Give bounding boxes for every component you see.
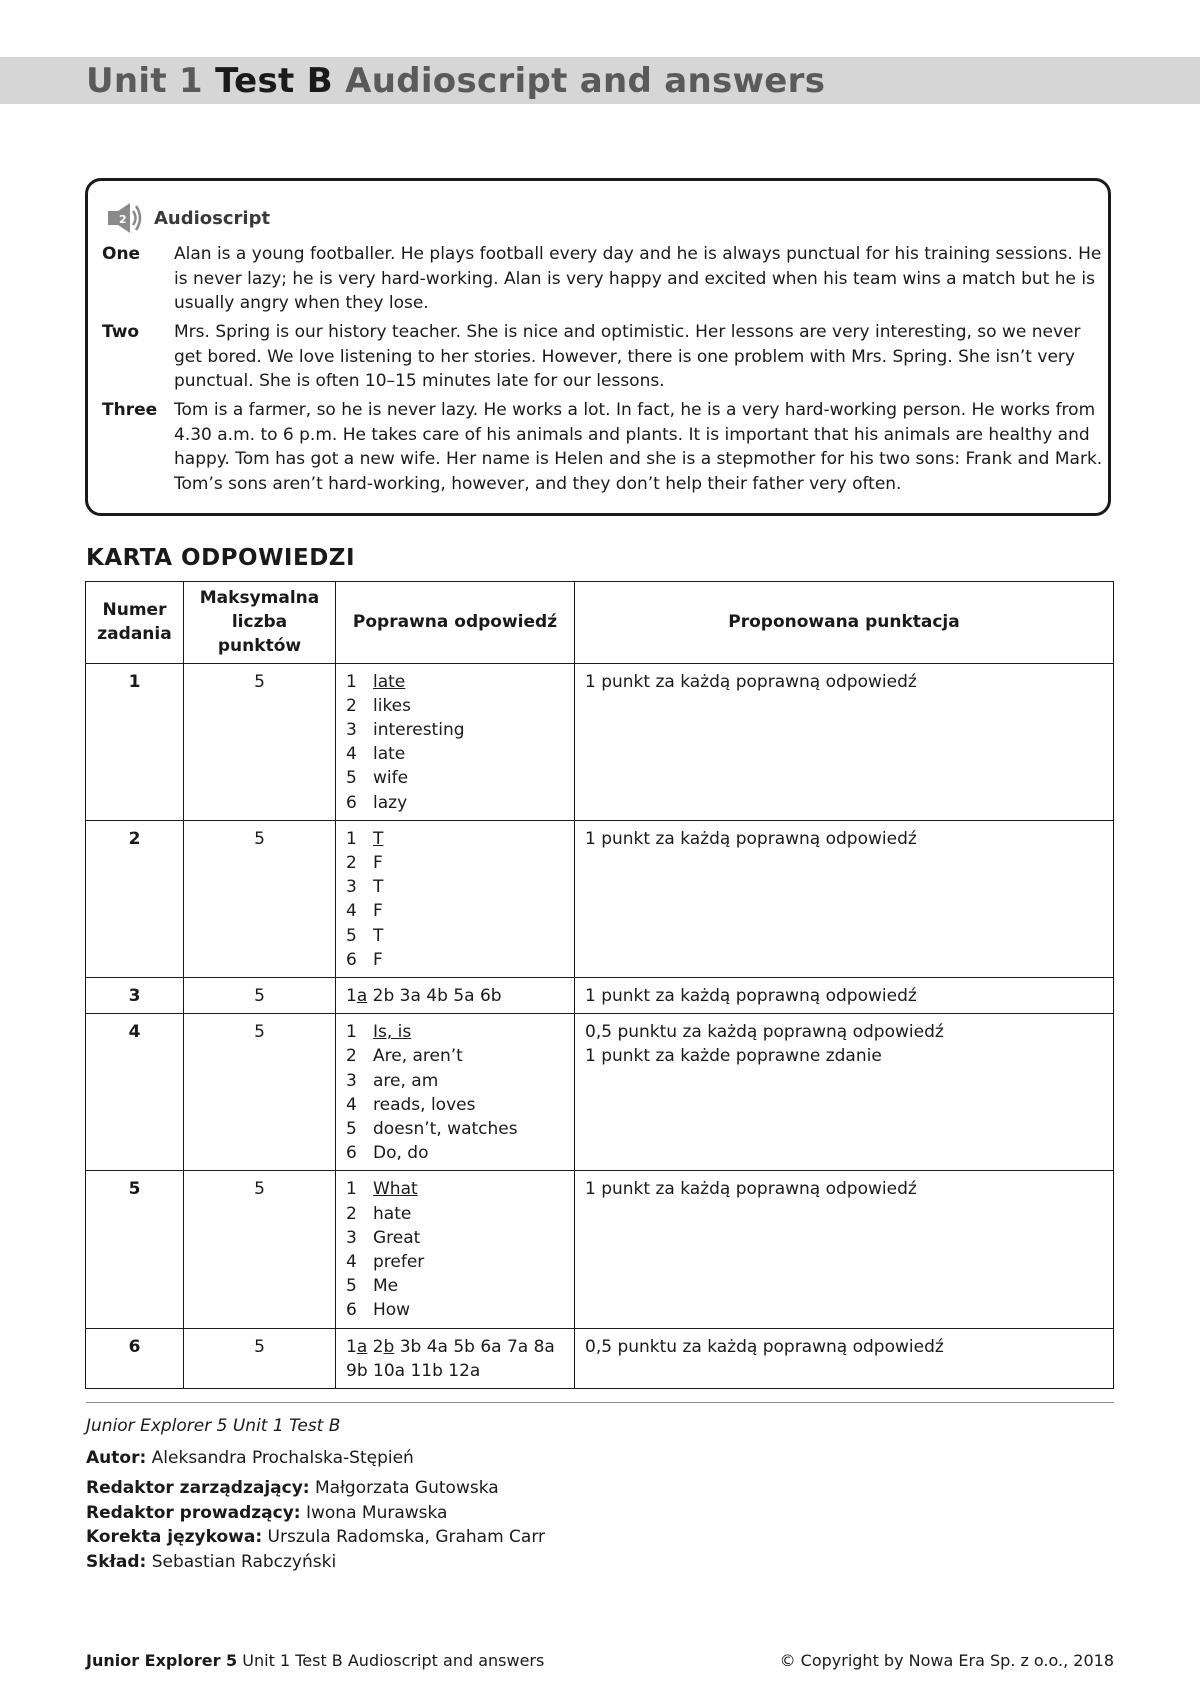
credit-label: Korekta językowa: [86,1527,263,1547]
correct-answer [336,1328,575,1388]
title-test: Test B [215,61,333,101]
credit-label: Skład: [86,1551,147,1572]
scoring [575,663,1114,820]
answer-value: T [373,877,384,898]
max-points: 5 [184,1328,336,1388]
answer-number: 2 [346,695,357,716]
paragraph-label: Two [102,322,140,342]
table-row [86,1328,1114,1388]
task-number: 6 [86,1328,184,1388]
paragraph-label: Three [102,400,158,420]
audioscript-box [85,178,1111,516]
scoring-rule: 1 punkt za każdą poprawną odpowiedź [585,986,917,1007]
answer-sequence: 9b 10a 11b 12a [346,1360,481,1381]
answer-item [346,1298,564,1322]
answer-value: late [373,744,406,765]
answer-value: likes [373,695,412,716]
table-row [86,978,1114,1014]
answer-value: T [373,925,384,946]
answer-value: reads, loves [373,1094,476,1115]
answer-number: 3 [346,877,357,898]
scoring-rule: 0,5 punktu za każdą poprawną odpowiedź [585,1022,944,1043]
answer-number: 2 [346,1203,357,1224]
answer-number: 5 [346,768,357,789]
example-answer: 2b [372,1336,395,1357]
table-row [86,663,1114,820]
answer-number: 4 [346,744,357,765]
audioscript-label: Audioscript [154,208,271,229]
answer-item [346,791,564,815]
header-text: Maksymalna [199,588,320,608]
answer-item [346,1226,564,1250]
answer-item [346,718,564,742]
max-points: 5 [184,663,336,820]
correct-answer [336,978,575,1014]
answer-number: 2 [346,853,357,874]
example-letter: a [356,986,368,1007]
answer-item [346,1274,564,1298]
answer-value: lazy [373,792,408,813]
book-title: Junior Explorer 5 Unit 1 Test B [86,1416,341,1436]
answer-sequence: 3b 4a 5b 6a 7a 8a [399,1336,555,1357]
answer-line [346,1335,564,1359]
answer-number: 5 [346,1119,357,1140]
scoring [575,978,1114,1014]
answer-number: 6 [346,1143,357,1164]
answer-value: How [373,1300,411,1321]
credit-value: Iwona Murawska [305,1502,448,1523]
answer-value: late [373,671,406,692]
example-answer: 1a [346,986,368,1007]
example-letter: a [356,1336,368,1357]
answer-number: 3 [346,720,357,741]
track-number: 2 [119,213,127,226]
answer-number: 3 [346,1227,357,1248]
correct-answer [336,820,575,977]
footer-divider [86,1402,1114,1403]
credit-value: Sebastian Rabczyński [151,1551,337,1572]
answer-number: 3 [346,1070,357,1091]
correct-answer [336,1014,575,1171]
answer-table-body [86,663,1114,1388]
answer-value: are, am [373,1070,439,1091]
answer-item [346,1044,564,1068]
example-letter: b [383,1336,395,1357]
answer-value: Great [373,1227,421,1248]
scoring-rule: 1 punkt za każde poprawne zdanie [585,1046,882,1067]
answer-item [346,1093,564,1117]
answer-number: 5 [346,1276,357,1297]
answer-value: hate [373,1203,412,1224]
answer-item [346,899,564,923]
example-answer: 1a [346,1336,368,1357]
title-unit: Unit 1 [86,61,204,101]
column-header-number [86,582,184,664]
answer-item [346,924,564,948]
credits [86,1414,545,1574]
credit-value: Aleksandra Prochalska-Stępień [151,1447,414,1468]
answer-value: doesn’t, watches [373,1119,518,1140]
task-number: 3 [86,978,184,1014]
credit-label: Redaktor prowadzący: [86,1502,301,1523]
answer-item [346,1250,564,1274]
column-header-max-points [184,582,336,664]
column-header-correct-answer: Poprawna odpowiedź [336,582,575,664]
answer-item [346,670,564,694]
answer-value: What [373,1179,418,1200]
max-points: 5 [184,978,336,1014]
answer-value: wife [373,768,409,789]
page-title [86,58,825,104]
answer-item [346,1141,564,1165]
answer-number: 1 [346,1022,357,1043]
scoring-rule: 0,5 punktu za każdą poprawną odpowiedź [585,1336,944,1357]
answer-value: Are, aren’t [373,1046,463,1067]
credit-value: Małgorzata Gutowska [315,1478,499,1498]
task-number: 4 [86,1014,184,1171]
correct-answer [336,1171,575,1328]
paragraph-text: Alan is a young footballer. He plays football every day and he is always punctual for his training sessions. He is never lazy; he is very hard-working. Alan is very happy and excited when his team wins a match but he is usually angry when they lose. [174,244,1102,313]
answer-item [346,1069,564,1093]
speaker-icon [106,201,144,235]
answer-item [346,948,564,972]
max-points: 5 [184,1171,336,1328]
paragraph-label: One [102,244,141,264]
answer-card-heading: KARTA ODPOWIEDZI [86,545,356,571]
answer-number: 6 [346,792,357,813]
correct-answer [336,663,575,820]
answer-value: Is, is [373,1022,412,1043]
title-rest: Audioscript and answers [345,61,826,101]
footer-series: Junior Explorer 5 [86,1651,238,1670]
answer-value: Me [373,1276,399,1297]
column-header-scoring: Proponowana punktacja [575,582,1114,664]
table-row [86,1171,1114,1328]
scoring-rule: 1 punkt za każdą poprawną odpowiedź [585,828,917,849]
credit-value: Urszula Radomska, Graham Carr [267,1527,546,1547]
scoring [575,1328,1114,1388]
credit-author [86,1446,545,1471]
answer-value: F [373,853,383,874]
answer-number: 1 [346,671,357,692]
scoring [575,820,1114,977]
answer-number: 6 [346,1300,357,1321]
paragraph-text: Mrs. Spring is our history teacher. She is nice and optimistic. Her lessons are very interesting, so we never get bored. We love listening to her stories. However, there is one problem with Mrs. Spring. She isn’t very punctual. She is often 10–15 minutes late for our lessons. [174,322,1081,391]
answer-number: 4 [346,1094,357,1115]
answer-value: interesting [373,720,465,741]
task-number: 5 [86,1171,184,1328]
scoring-rule: 1 punkt za każdą poprawną odpowiedź [585,671,917,692]
answer-number: 2 [346,1046,357,1067]
answer-sequence: 2b 3a 4b 5a 6b [372,986,502,1007]
answer-item [346,875,564,899]
header-text: zadania [97,624,172,645]
answer-value: T [373,828,384,849]
table-row [86,1014,1114,1171]
answer-table [85,581,1114,1389]
answer-number: 5 [346,925,357,946]
answer-item [346,766,564,790]
credit-managing-editor [86,1476,545,1501]
answer-number: 1 [346,1179,357,1200]
table-header-row [86,582,1114,664]
credit-proofreading [86,1525,545,1550]
answer-value: prefer [373,1252,425,1273]
answer-item [346,827,564,851]
credit-label: Redaktor zarządzający: [86,1478,310,1498]
answer-item [346,1020,564,1044]
max-points: 5 [184,1014,336,1171]
header-text: Numer [102,600,167,621]
answer-item [346,1117,564,1141]
scoring-rule: 1 punkt za każdą poprawną odpowiedź [585,1179,917,1200]
task-number: 2 [86,820,184,977]
answer-item [346,742,564,766]
credit-label: Autor: [86,1447,147,1468]
max-points: 5 [184,820,336,977]
answer-item [346,1202,564,1226]
header-text: liczba punktów [217,612,302,657]
answer-number: 1 [346,828,357,849]
paragraph-text: Tom is a farmer, so he is never lazy. He works a lot. In fact, he is a very hard-working person. He works from 4.30 a.m. to 6 p.m. He takes care of his animals and plants. It is important that his animals are healthy and happy. Tom has got a new wife. Her name is Helen and she is a stepmother for his two sons: Frank and Mark. Tom’s sons aren’t hard-working, however, and they don’t help their father very often. [174,400,1103,494]
task-number: 1 [86,663,184,820]
page-footer-left [86,1650,544,1672]
credit-typesetting [86,1550,545,1575]
footer-description: Unit 1 Test B Audioscript and answers [242,1651,545,1670]
credit-editor [86,1501,545,1526]
scoring [575,1014,1114,1171]
page-footer-copyright: © Copyright by Nowa Era Sp. z o.o., 2018 [779,1651,1114,1670]
answer-number: 4 [346,901,357,922]
answer-value: F [373,949,383,970]
answer-number: 6 [346,949,357,970]
table-row [86,820,1114,977]
answer-value: F [373,901,383,922]
answer-item [346,694,564,718]
answer-item [346,1177,564,1201]
scoring [575,1171,1114,1328]
answer-item [346,851,564,875]
answer-number: 4 [346,1252,357,1273]
answer-value: Do, do [373,1143,429,1164]
